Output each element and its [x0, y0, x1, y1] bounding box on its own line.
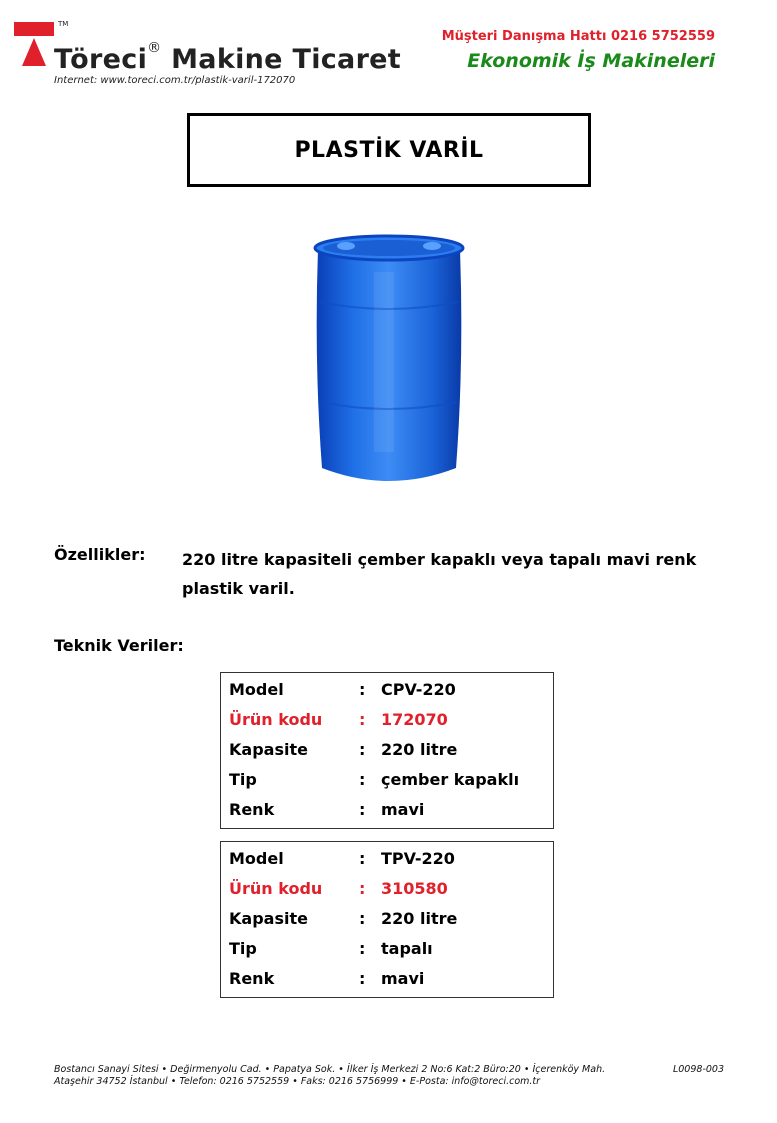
spec-value: CPV-220: [381, 679, 456, 699]
spec-key: Kapasite: [229, 908, 308, 928]
footer-address: [54, 1064, 724, 1088]
spec-value: TPV-220: [381, 848, 455, 868]
spec-row-capacity: [221, 734, 553, 764]
trademark-mark: TM: [58, 20, 69, 28]
brand-name-main: Töreci: [54, 44, 148, 75]
spec-value: tapalı: [381, 938, 433, 958]
spec-row-color: [221, 963, 553, 993]
spec-key: Tip: [229, 938, 257, 958]
brand-name: [54, 40, 402, 75]
plastic-barrel-image: [304, 232, 474, 490]
spec-row-color: [221, 794, 553, 824]
spec-value: 172070: [381, 709, 448, 729]
company-slogan: Ekonomik İş Makineleri: [467, 50, 715, 72]
spec-key: Model: [229, 679, 284, 699]
spec-key: Renk: [229, 799, 275, 819]
spec-row-capacity: [221, 903, 553, 933]
spec-key: Kapasite: [229, 739, 308, 759]
spec-row-type: [221, 933, 553, 963]
spec-sep: :: [359, 709, 366, 729]
spec-sep: :: [359, 938, 366, 958]
spec-row-product-code: [221, 704, 553, 734]
spec-key: Renk: [229, 968, 275, 988]
spec-sep: :: [359, 908, 366, 928]
spec-row-model: [221, 843, 553, 873]
spec-sep: :: [359, 739, 366, 759]
features-label: Özellikler:: [54, 545, 146, 564]
spec-value: mavi: [381, 968, 425, 988]
spec-key: Ürün kodu: [229, 709, 323, 729]
spec-sep: :: [359, 769, 366, 789]
technical-data-label: Teknik Veriler:: [54, 636, 184, 655]
page-title: PLASTİK VARİL: [187, 113, 591, 187]
spec-value: 220 litre: [381, 908, 458, 928]
spec-value: 310580: [381, 878, 448, 898]
features-text: 220 litre kapasiteli çember kapaklı veya tapalı mavi renk plastik varil.: [182, 550, 697, 598]
footer-line-1: Bostancı Sanayi Sitesi • Değirmenyolu Cad. • Papatya Sok. • İlker İş Merkezi 2 No:6 Kat:2 Büro:20 • İçerenköy Mah.: [54, 1064, 606, 1075]
brand-name-rest: Makine Ticaret: [171, 44, 402, 75]
spec-sep: :: [359, 878, 366, 898]
spec-table-tpv: [220, 841, 554, 998]
spec-table-cpv: [220, 672, 554, 829]
spec-key: Ürün kodu: [229, 878, 323, 898]
spec-value: çember kapaklı: [381, 769, 520, 789]
spec-value: 220 litre: [381, 739, 458, 759]
footer-line-2: Ataşehir 34752 İstanbul • Telefon: 0216 5752559 • Faks: 0216 5756999 • E-Posta: info@toreci.com.tr: [54, 1076, 541, 1087]
spec-key: Tip: [229, 769, 257, 789]
spec-row-type: [221, 764, 553, 794]
registered-mark: ®: [147, 40, 162, 56]
spec-row-product-code: [221, 873, 553, 903]
spec-value: mavi: [381, 799, 425, 819]
customer-hotline: Müşteri Danışma Hattı 0216 5752559: [441, 29, 715, 44]
company-logo-icon: [14, 22, 54, 72]
spec-row-model: [221, 674, 553, 704]
spec-sep: :: [359, 799, 366, 819]
document-reference: L0098-003: [672, 1064, 724, 1075]
spec-sep: :: [359, 679, 366, 699]
product-url: Internet: www.toreci.com.tr/plastik-varil-172070: [54, 75, 296, 86]
spec-sep: :: [359, 968, 366, 988]
spec-key: Model: [229, 848, 284, 868]
spec-sep: :: [359, 848, 366, 868]
